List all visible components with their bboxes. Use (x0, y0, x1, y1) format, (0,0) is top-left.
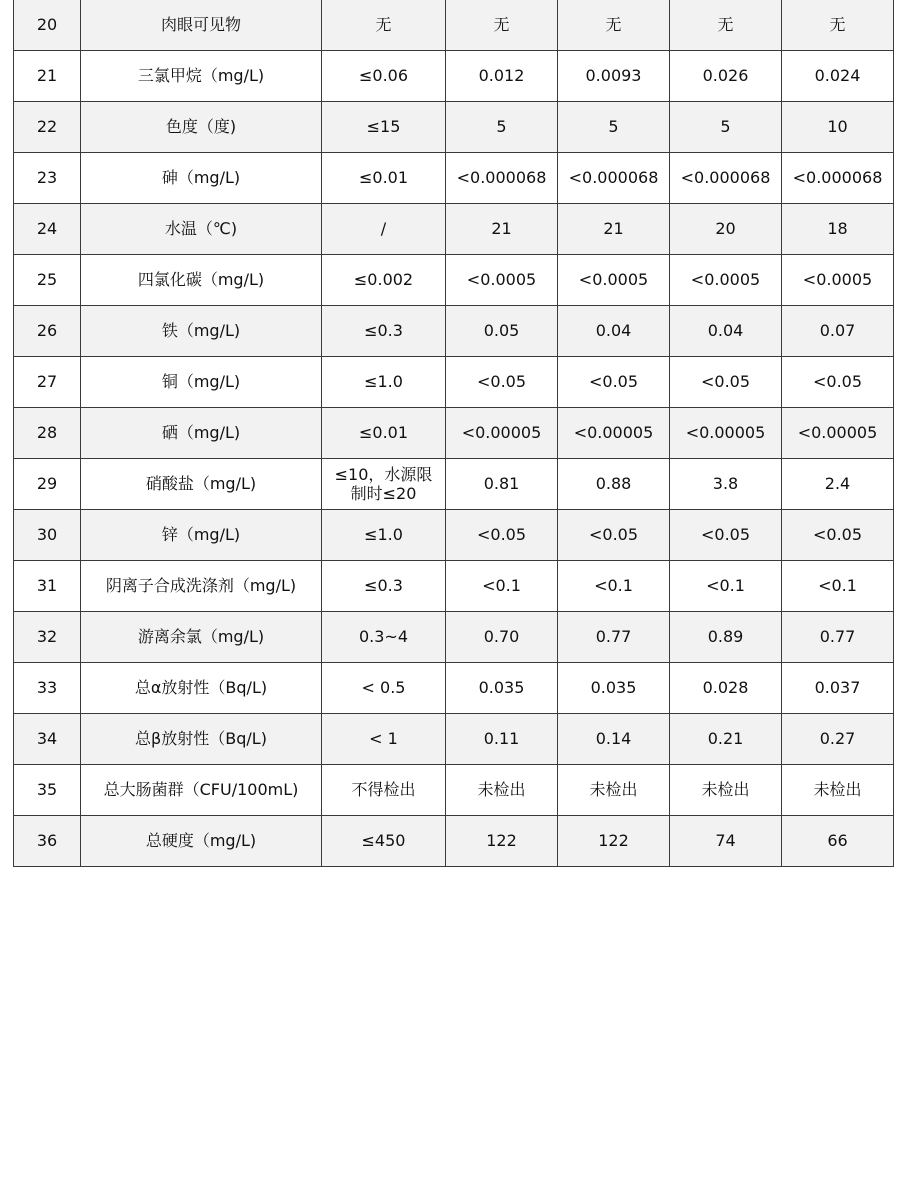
test-item-cell: 总硬度（mg/L) (81, 816, 322, 867)
standard-limit-cell: 无 (322, 0, 446, 51)
test-item-cell: 三氯甲烷（mg/L) (81, 51, 322, 102)
sample-value-cell: 21 (446, 204, 558, 255)
test-item-cell: 总β放射性（Bq/L) (81, 714, 322, 765)
standard-limit-cell: ≤450 (322, 816, 446, 867)
sample-value-cell: 0.07 (782, 306, 894, 357)
sample-value-cell: <0.0005 (446, 255, 558, 306)
row-number-cell: 28 (14, 408, 81, 459)
sample-value-cell: 无 (446, 0, 558, 51)
sample-value-cell: <0.1 (782, 561, 894, 612)
standard-limit-line-2: 制时≤20 (350, 484, 417, 503)
row-number-cell: 33 (14, 663, 81, 714)
table-row (14, 51, 894, 102)
row-number-cell: 35 (14, 765, 81, 816)
sample-value-cell: 0.012 (446, 51, 558, 102)
standard-limit-cell (322, 459, 446, 510)
sample-value-cell: 0.0093 (558, 51, 670, 102)
sample-value-cell: <0.000068 (670, 153, 782, 204)
table-row (14, 714, 894, 765)
standard-limit-cell: 0.3~4 (322, 612, 446, 663)
standard-limit-line-1: ≤10，水源限 (334, 465, 433, 484)
standard-limit-cell: ≤0.06 (322, 51, 446, 102)
table-row (14, 510, 894, 561)
standard-limit-cell: ≤0.01 (322, 408, 446, 459)
standard-limit-cell: ≤0.002 (322, 255, 446, 306)
sample-value-cell: <0.05 (446, 357, 558, 408)
water-quality-table (13, 0, 894, 867)
sample-value-cell: 0.024 (782, 51, 894, 102)
test-item-cell: 铜（mg/L) (81, 357, 322, 408)
row-number-cell: 20 (14, 0, 81, 51)
standard-limit-cell: ≤1.0 (322, 357, 446, 408)
sample-value-cell: 未检出 (558, 765, 670, 816)
sample-value-cell: <0.000068 (558, 153, 670, 204)
sample-value-cell: 0.04 (670, 306, 782, 357)
sample-value-cell: 5 (670, 102, 782, 153)
sample-value-cell: <0.05 (558, 510, 670, 561)
sample-value-cell: 18 (782, 204, 894, 255)
sample-value-cell: 0.05 (446, 306, 558, 357)
sample-value-cell: 0.21 (670, 714, 782, 765)
sample-value-cell: 无 (558, 0, 670, 51)
sample-value-cell: <0.00005 (558, 408, 670, 459)
row-number-cell: 31 (14, 561, 81, 612)
test-item-cell: 硒（mg/L) (81, 408, 322, 459)
test-item-cell: 总α放射性（Bq/L) (81, 663, 322, 714)
table-row (14, 357, 894, 408)
sample-value-cell: 74 (670, 816, 782, 867)
sample-value-cell: 122 (446, 816, 558, 867)
sample-value-cell: <0.1 (670, 561, 782, 612)
sample-value-cell: 无 (782, 0, 894, 51)
standard-limit-cell: / (322, 204, 446, 255)
sample-value-cell: <0.00005 (782, 408, 894, 459)
standard-limit-cell: 不得检出 (322, 765, 446, 816)
row-number-cell: 21 (14, 51, 81, 102)
sample-value-cell: 5 (558, 102, 670, 153)
test-item-cell: 阴离子合成洗涤剂（mg/L) (81, 561, 322, 612)
table-row (14, 102, 894, 153)
row-number-cell: 36 (14, 816, 81, 867)
sample-value-cell: 0.028 (670, 663, 782, 714)
test-item-cell: 总大肠菌群（CFU/100mL) (81, 765, 322, 816)
sample-value-cell: 0.81 (446, 459, 558, 510)
sample-value-cell: 0.026 (670, 51, 782, 102)
row-number-cell: 25 (14, 255, 81, 306)
sample-value-cell: 10 (782, 102, 894, 153)
sample-value-cell: 0.11 (446, 714, 558, 765)
sample-value-cell: 0.88 (558, 459, 670, 510)
sample-value-cell: 122 (558, 816, 670, 867)
row-number-cell: 27 (14, 357, 81, 408)
sample-value-cell: 0.70 (446, 612, 558, 663)
standard-limit-cell: ≤15 (322, 102, 446, 153)
sample-value-cell: <0.05 (446, 510, 558, 561)
sample-value-cell: 20 (670, 204, 782, 255)
row-number-cell: 32 (14, 612, 81, 663)
table-row (14, 408, 894, 459)
sample-value-cell: <0.00005 (670, 408, 782, 459)
sample-value-cell: <0.000068 (782, 153, 894, 204)
row-number-cell: 23 (14, 153, 81, 204)
table-row (14, 612, 894, 663)
sample-value-cell: 0.04 (558, 306, 670, 357)
sample-value-cell: 21 (558, 204, 670, 255)
sample-value-cell: <0.1 (446, 561, 558, 612)
sample-value-cell: <0.0005 (782, 255, 894, 306)
test-item-cell: 四氯化碳（mg/L) (81, 255, 322, 306)
sample-value-cell: <0.00005 (446, 408, 558, 459)
sample-value-cell: 0.14 (558, 714, 670, 765)
sample-value-cell: 未检出 (446, 765, 558, 816)
table-row (14, 561, 894, 612)
test-item-cell: 色度（度) (81, 102, 322, 153)
test-item-cell: 硝酸盐（mg/L) (81, 459, 322, 510)
table-row (14, 0, 894, 51)
sample-value-cell: <0.05 (782, 357, 894, 408)
sample-value-cell: <0.05 (558, 357, 670, 408)
standard-limit-cell: ≤1.0 (322, 510, 446, 561)
row-number-cell: 24 (14, 204, 81, 255)
row-number-cell: 26 (14, 306, 81, 357)
sample-value-cell: 未检出 (670, 765, 782, 816)
table-row (14, 816, 894, 867)
sample-value-cell: <0.0005 (558, 255, 670, 306)
standard-limit-cell: ≤0.3 (322, 561, 446, 612)
row-number-cell: 34 (14, 714, 81, 765)
test-item-cell: 锌（mg/L) (81, 510, 322, 561)
standard-limit-cell: ≤0.3 (322, 306, 446, 357)
table-row (14, 153, 894, 204)
row-number-cell: 22 (14, 102, 81, 153)
test-item-cell: 水温（℃) (81, 204, 322, 255)
sample-value-cell: <0.05 (782, 510, 894, 561)
row-number-cell: 30 (14, 510, 81, 561)
test-item-cell: 肉眼可见物 (81, 0, 322, 51)
standard-limit-cell: < 1 (322, 714, 446, 765)
table-body (14, 0, 894, 867)
table-row (14, 765, 894, 816)
standard-limit-cell: < 0.5 (322, 663, 446, 714)
sample-value-cell: 5 (446, 102, 558, 153)
sample-value-cell: 0.89 (670, 612, 782, 663)
sample-value-cell: 0.77 (558, 612, 670, 663)
sample-value-cell: 0.035 (446, 663, 558, 714)
sample-value-cell: 66 (782, 816, 894, 867)
table-row (14, 306, 894, 357)
test-item-cell: 砷（mg/L) (81, 153, 322, 204)
sample-value-cell: <0.000068 (446, 153, 558, 204)
sample-value-cell: 0.77 (782, 612, 894, 663)
sample-value-cell: 0.27 (782, 714, 894, 765)
water-quality-table-container (13, 0, 887, 867)
row-number-cell: 29 (14, 459, 81, 510)
sample-value-cell: <0.0005 (670, 255, 782, 306)
sample-value-cell: 无 (670, 0, 782, 51)
sample-value-cell: <0.05 (670, 357, 782, 408)
sample-value-cell: <0.05 (670, 510, 782, 561)
sample-value-cell: 2.4 (782, 459, 894, 510)
table-row (14, 204, 894, 255)
sample-value-cell: 0.035 (558, 663, 670, 714)
test-item-cell: 游离余氯（mg/L) (81, 612, 322, 663)
sample-value-cell: <0.1 (558, 561, 670, 612)
table-row (14, 459, 894, 510)
standard-limit-cell: ≤0.01 (322, 153, 446, 204)
sample-value-cell: 3.8 (670, 459, 782, 510)
table-row (14, 255, 894, 306)
sample-value-cell: 0.037 (782, 663, 894, 714)
table-row (14, 663, 894, 714)
sample-value-cell: 未检出 (782, 765, 894, 816)
test-item-cell: 铁（mg/L) (81, 306, 322, 357)
